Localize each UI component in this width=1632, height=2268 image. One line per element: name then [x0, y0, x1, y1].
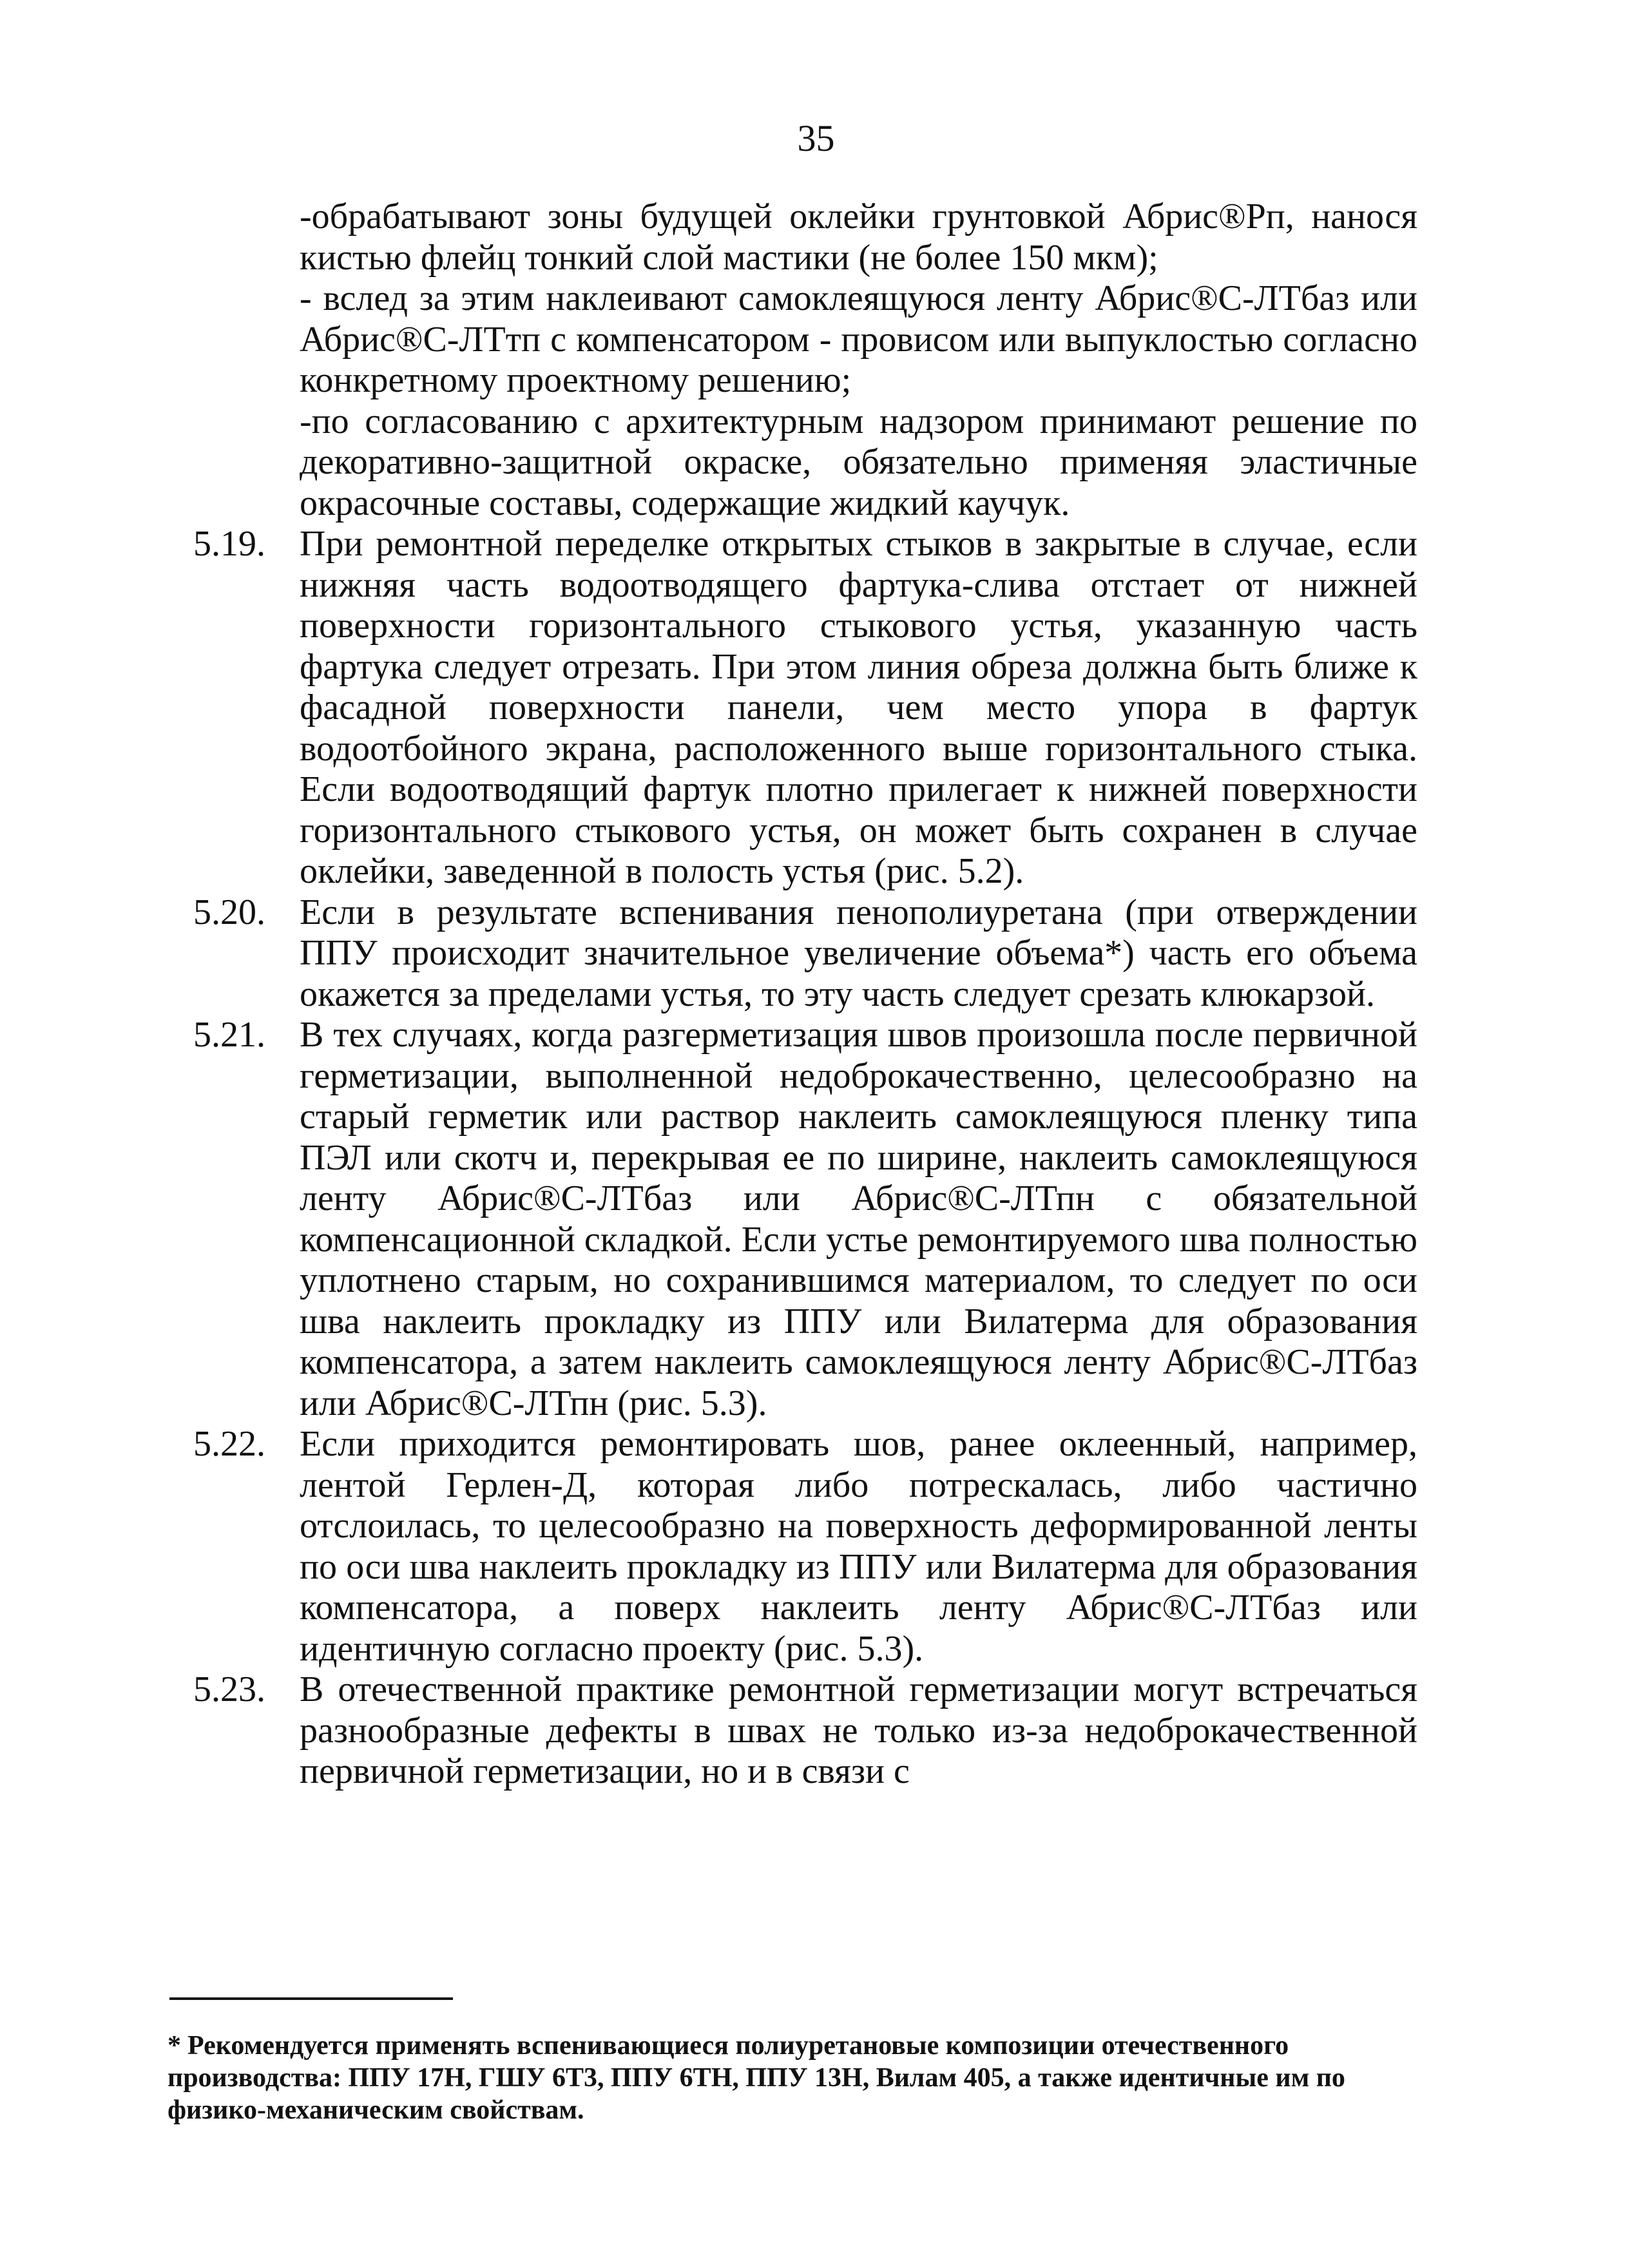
list-item: -обрабатывают зоны будущей оклейки грунтовкой Абрис®Рп, нанося кистью флейц тонкий слой мастики (не более 150 мкм);: [300, 197, 1417, 278]
clause-5-20: [193, 892, 1417, 1015]
clause-text: В отечественной практике ремонтной герметизации могут встречаться разнообразные дефекты в швах не только из-за недоброкачественной первичной герметизации, но и в связи с: [300, 1669, 1417, 1791]
footnote-divider: [169, 1997, 453, 2000]
clause-number: 5.20.: [193, 892, 265, 932]
clause-number: 5.23.: [193, 1669, 265, 1709]
clause-number: 5.21.: [193, 1015, 265, 1055]
clause-number: 5.22.: [193, 1424, 265, 1464]
body-text: [193, 197, 1417, 1792]
clause-5-19: [193, 524, 1417, 892]
clause-5-23: [193, 1669, 1417, 1792]
clause-text: В тех случаях, когда разгерметизация швов произошла после первичной герметизации, выполненной недоброкачественно, целесообразно на старый герметик или раствор наклеить самоклеящуюся пленку типа ПЭЛ или скотч и, перекрывая ее по ширине, наклеить самоклеящуюся ленту Абрис®С-ЛТбаз или Абрис®С-ЛТпн с обязательной компенсационной складкой. Если устье ремонтируемого шва полностью уплотнено старым, но сохранившимся материалом, то следует по оси шва наклеить прокладку из ППУ или Вилатерма для образования компенсатора, а затем наклеить самоклеящуюся ленту Абрис®С-ЛТбаз или Абрис®С-ЛТпн (рис. 5.3).: [300, 1015, 1417, 1423]
clause-5-21: [193, 1015, 1417, 1424]
clause-number: 5.19.: [193, 524, 265, 564]
clause-text: Если приходится ремонтировать шов, ранее оклеенный, например, лентой Герлен-Д, которая либо потрескалась, либо частично отслоилась, то целесообразно на поверхность деформированной ленты по оси шва наклеить прокладку из ППУ или Вилатерма для образования компенсатора, а поверх наклеить ленту Абрис®С-ЛТбаз или идентичную согласно проекту (рис. 5.3).: [300, 1424, 1417, 1669]
footnote: [168, 2030, 1392, 2126]
list-item: - вслед за этим наклеивают самоклеящуюся ленту Абрис®С-ЛТбаз или Абрис®С-ЛТтп с компенсатором - провисом или выпуклостью согласно конкретному проектному решению;: [300, 278, 1417, 400]
list-item: -по согласованию с архитектурным надзором принимают решение по декоративно-защитной окраске, обязательно применяя эластичные окрасочные составы, содержащие жидкий каучук.: [300, 401, 1417, 523]
footnote-text: Рекомендуется применять вспенивающиеся полиуретановые композиции отечественного производства: ППУ 17Н, ГШУ 6Т3, ППУ 6ТН, ППУ 13Н, Вилам 405, а также идентичные им по физико-механическим свойствам.: [168, 2031, 1345, 2125]
clause-5-22: [193, 1424, 1417, 1669]
clause-text: При ремонтной переделке открытых стыков в закрытые в случае, если нижняя часть водоотводящего фартука-слива отстает от нижней поверхности горизонтального стыкового устья, указанную часть фартука следует отрезать. При этом линия обреза должна быть ближе к фасадной поверхности панели, чем место упора в фартук водоотбойного экрана, расположенного выше горизонтального стыка. Если водоотводящий фартук плотно прилегает к нижней поверхности горизонтального стыкового устья, он может быть сохранен в случае оклейки, заведенной в полость устья (рис. 5.2).: [300, 524, 1417, 891]
clause-text: Если в результате вспенивания пенополиуретана (при отверждении ППУ происходит значительное увеличение объема*) часть его объема окажется за пределами устья, то эту часть следует срезать клюкарзой.: [300, 892, 1417, 1014]
page-number: 35: [797, 117, 835, 159]
footnote-mark: *: [168, 2031, 181, 2061]
